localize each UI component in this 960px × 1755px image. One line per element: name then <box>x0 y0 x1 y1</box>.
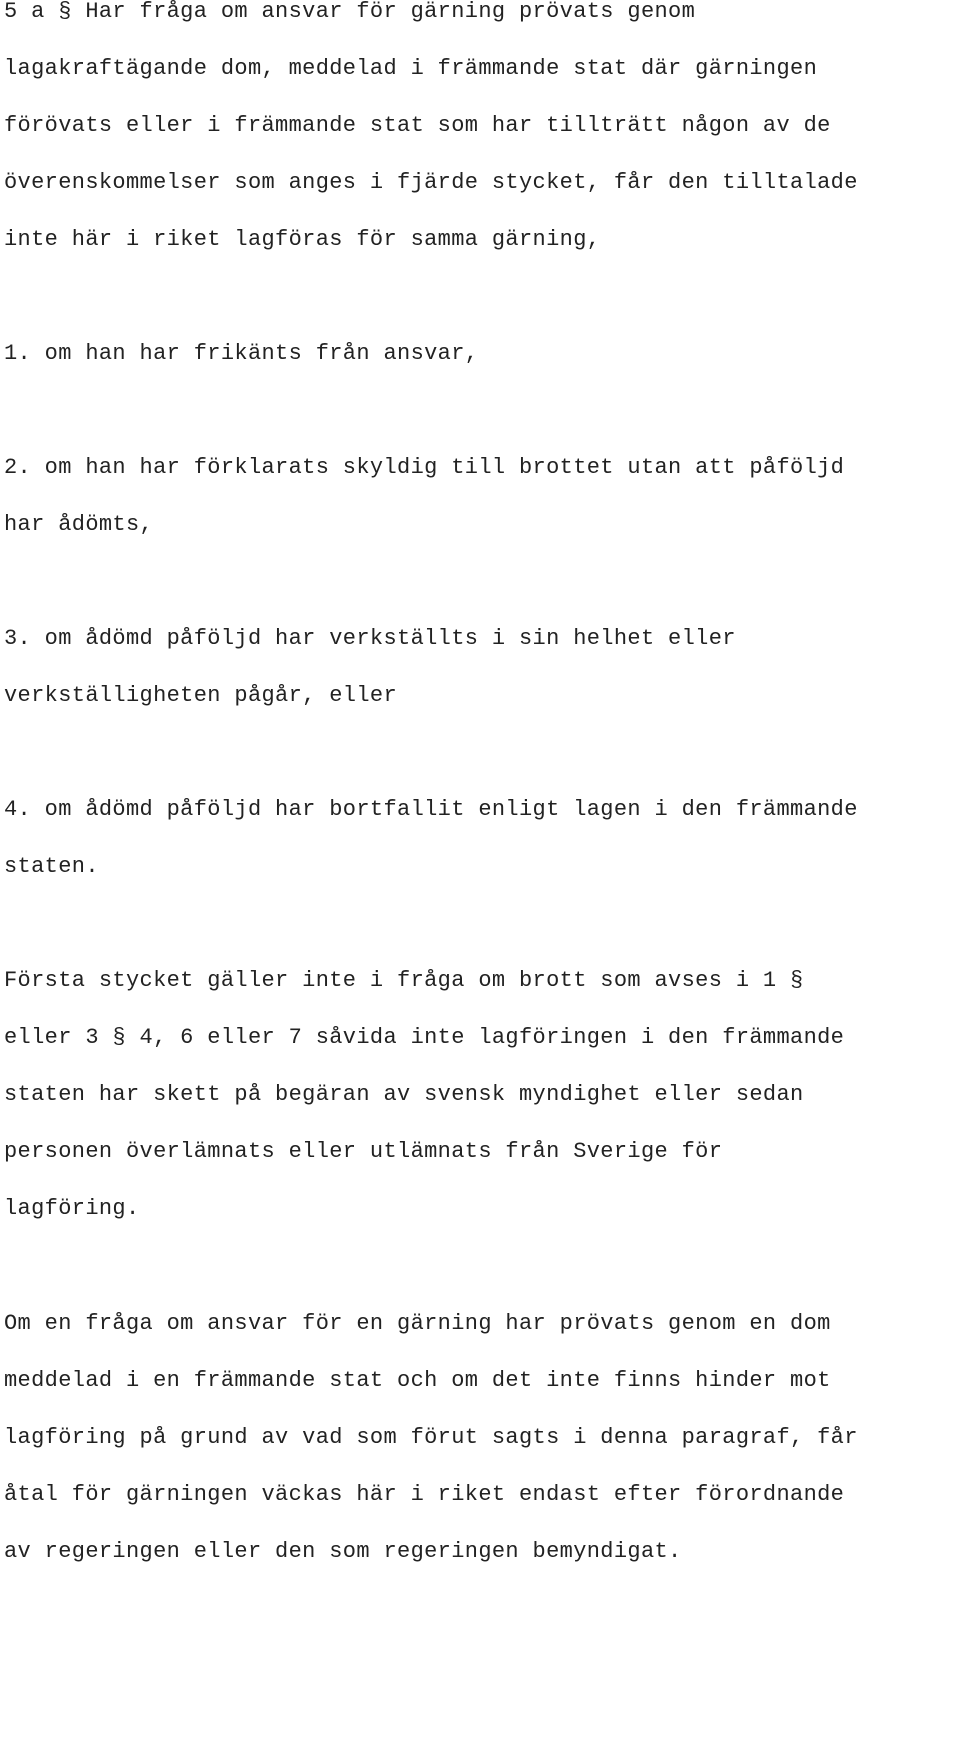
third-paragraph-line-1: Om en fråga om ansvar för en gärning har prövats genom en dom <box>4 1311 831 1336</box>
list-item-4-line-1: 4. om ådömd påföljd har bortfallit enligt lagen i den främmande <box>4 797 858 822</box>
intro-line-4: överenskommelser som anges i fjärde stycket, får den tilltalade <box>4 170 858 195</box>
third-paragraph-line-4: åtal för gärningen väckas här i riket endast efter förordnande <box>4 1482 845 1507</box>
list-item-3-line-1: 3. om ådömd påföljd har verkställts i sin helhet eller <box>4 626 736 651</box>
second-paragraph-line-5: lagföring. <box>4 1196 140 1221</box>
third-paragraph-line-5: av regeringen eller den som regeringen bemyndigat. <box>4 1539 682 1564</box>
intro-line-3: förövats eller i främmande stat som har tillträtt någon av de <box>4 113 831 138</box>
intro-line-1: 5 a § Har fråga om ansvar för gärning prövats genom <box>4 0 696 24</box>
list-item-3-line-2: verkställigheten pågår, eller <box>4 683 398 708</box>
list-item-1-line-1: 1. om han har frikänts från ansvar, <box>4 341 479 366</box>
intro-line-5: inte här i riket lagföras för samma gärning, <box>4 227 601 252</box>
second-paragraph-line-1: Första stycket gäller inte i fråga om brott som avses i 1 § <box>4 968 804 993</box>
list-item-2-line-2: har ådömts, <box>4 512 154 537</box>
list-item-2-line-1: 2. om han har förklarats skyldig till brottet utan att påföljd <box>4 455 845 480</box>
second-paragraph-line-2: eller 3 § 4, 6 eller 7 såvida inte lagföringen i den främmande <box>4 1025 845 1050</box>
intro-line-2: lagakraftägande dom, meddelad i främmande stat där gärningen <box>4 56 818 81</box>
second-paragraph-line-3: staten har skett på begäran av svensk myndighet eller sedan <box>4 1082 804 1107</box>
second-paragraph-line-4: personen överlämnats eller utlämnats från Sverige för <box>4 1139 723 1164</box>
third-paragraph-line-3: lagföring på grund av vad som förut sagts i denna paragraf, får <box>4 1425 858 1450</box>
third-paragraph-line-2: meddelad i en främmande stat och om det inte finns hinder mot <box>4 1368 831 1393</box>
list-item-4-line-2: staten. <box>4 854 99 879</box>
